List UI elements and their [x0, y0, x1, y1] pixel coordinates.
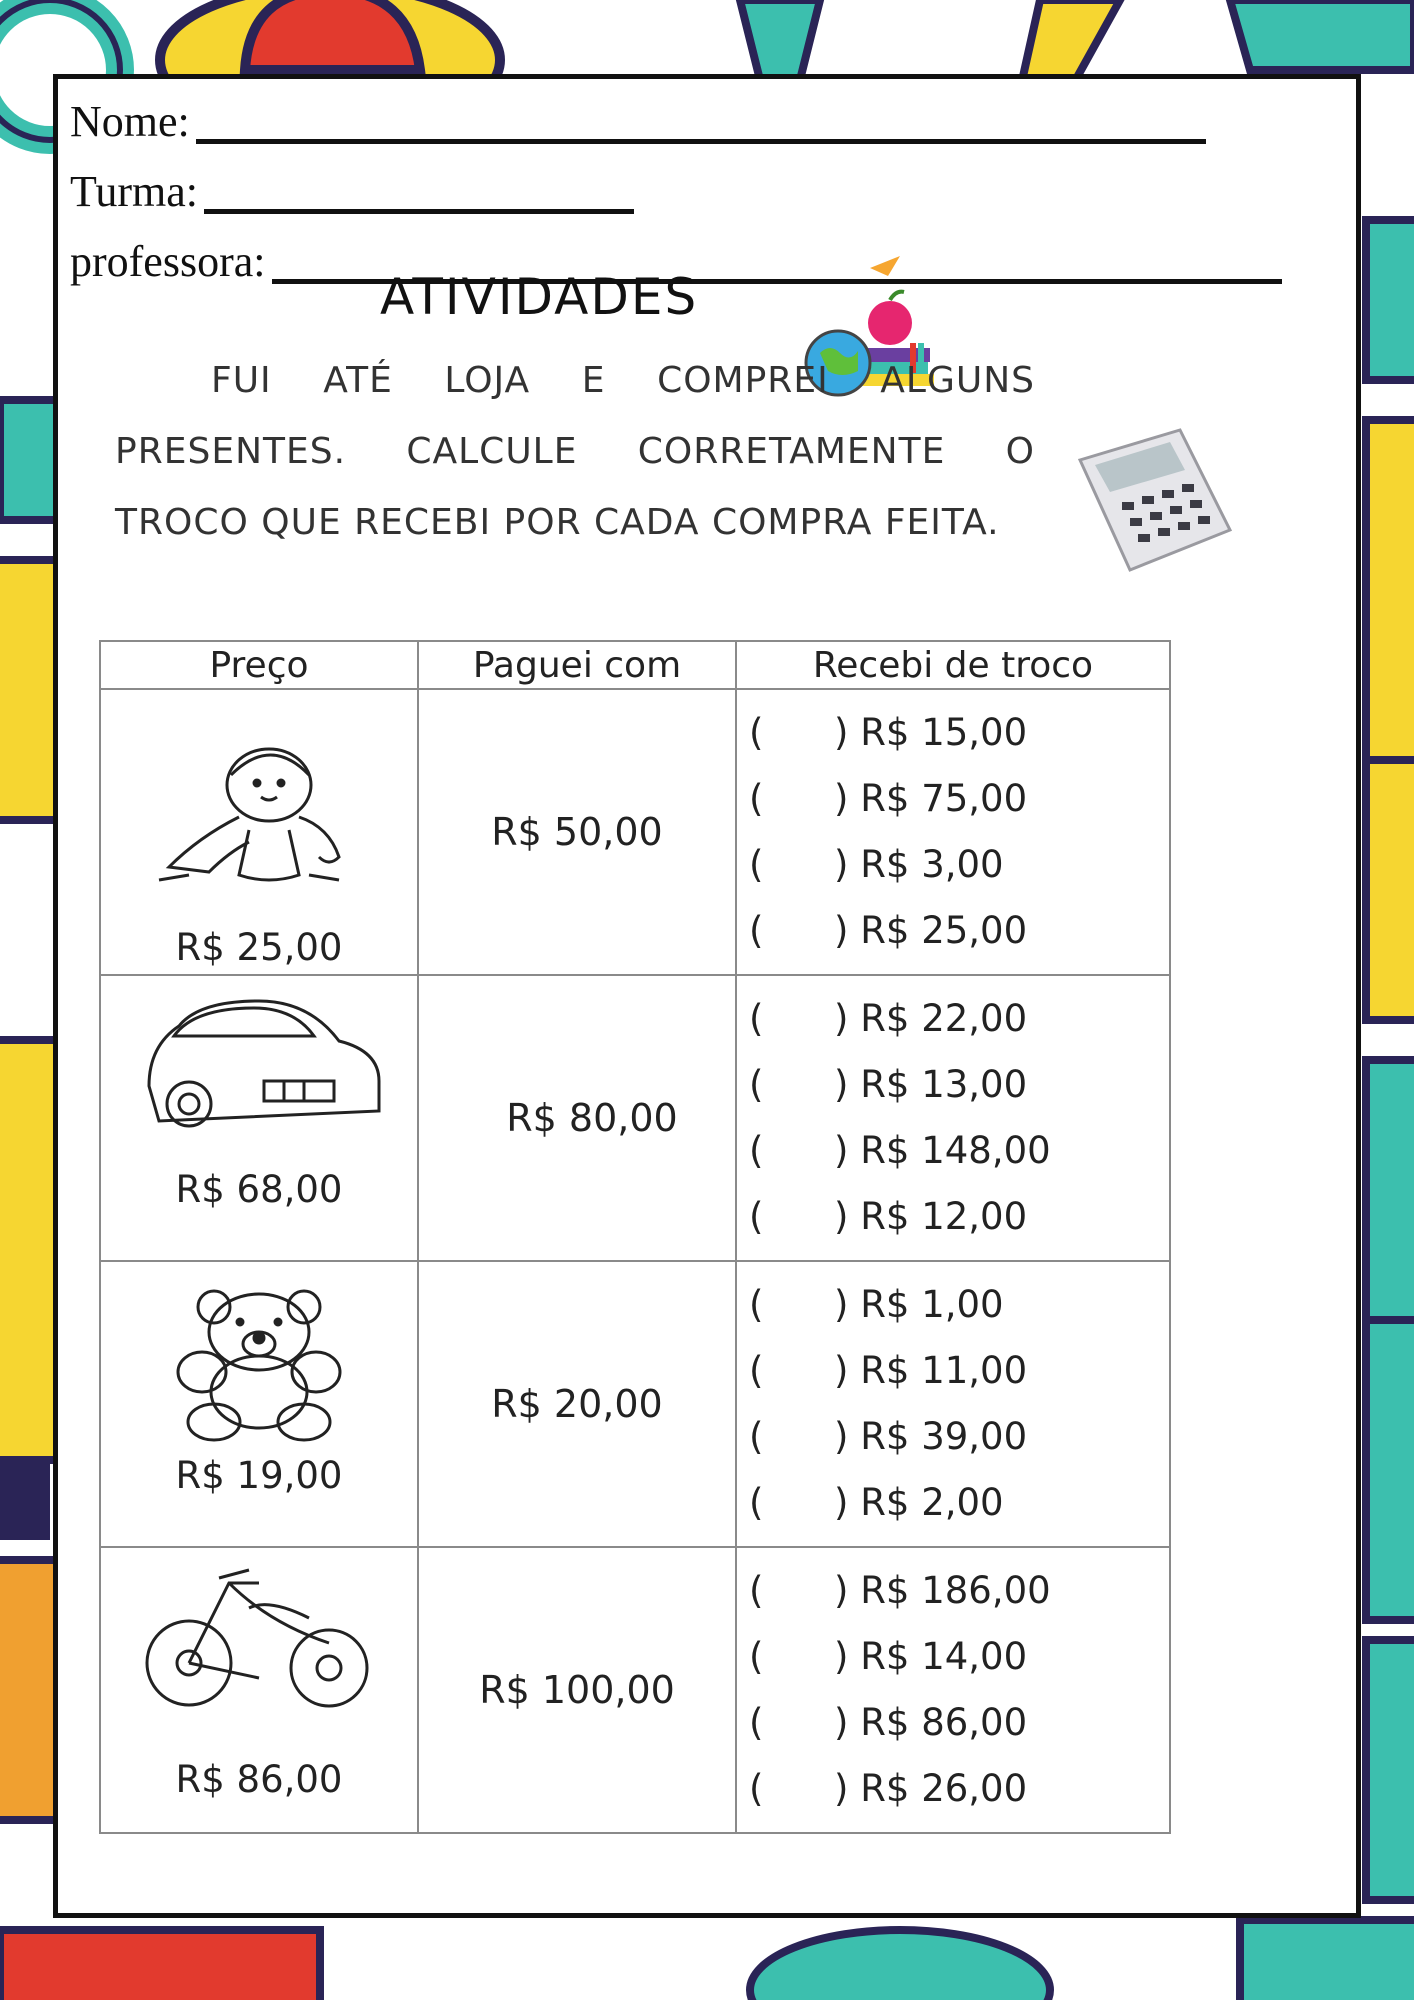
- change-option[interactable]: ( ) R$ 148,00: [749, 1129, 1051, 1172]
- name-field-label: Nome:: [70, 97, 190, 146]
- change-option[interactable]: ( ) R$ 39,00: [749, 1415, 1028, 1458]
- change-option[interactable]: ( ) R$ 22,00: [749, 997, 1028, 1040]
- change-option[interactable]: ( ) R$ 25,00: [749, 909, 1028, 952]
- change-options: [736, 975, 1170, 1261]
- table-row: [100, 689, 1170, 975]
- teacher-field-label: professora:: [70, 237, 266, 286]
- name-field-line[interactable]: [196, 103, 1206, 144]
- change-options: [736, 1547, 1170, 1833]
- item-price: R$ 25,00: [175, 926, 343, 969]
- change-options: [736, 1261, 1170, 1547]
- change-option[interactable]: ( ) R$ 2,00: [749, 1481, 1004, 1524]
- change-option[interactable]: ( ) R$ 13,00: [749, 1063, 1028, 1106]
- car-icon: [134, 986, 384, 1146]
- class-field-label: Turma:: [70, 167, 198, 216]
- class-field-line[interactable]: [204, 173, 634, 214]
- change-option[interactable]: ( ) R$ 11,00: [749, 1349, 1028, 1392]
- item-price: R$ 19,00: [175, 1454, 343, 1497]
- teddy-bear-icon: [174, 1282, 344, 1442]
- change-option[interactable]: ( ) R$ 1,00: [749, 1283, 1004, 1326]
- class-field[interactable]: [70, 167, 634, 216]
- change-option[interactable]: ( ) R$ 3,00: [749, 843, 1004, 886]
- item-price: R$ 68,00: [175, 1168, 343, 1211]
- price-cell: [100, 689, 418, 975]
- price-cell: [100, 1547, 418, 1833]
- item-price: R$ 86,00: [175, 1758, 343, 1801]
- change-option[interactable]: ( ) R$ 15,00: [749, 711, 1028, 754]
- header-paid: Paguei com: [418, 641, 736, 689]
- table-header-row: [100, 641, 1170, 689]
- page-title: ATIVIDADES: [380, 268, 699, 326]
- doll-icon: [149, 735, 369, 895]
- table-row: [100, 975, 1170, 1261]
- change-option[interactable]: ( ) R$ 86,00: [749, 1701, 1028, 1744]
- change-option[interactable]: ( ) R$ 75,00: [749, 777, 1028, 820]
- header-change: Recebi de troco: [736, 641, 1170, 689]
- purchase-table: [99, 640, 1171, 1834]
- change-option[interactable]: ( ) R$ 186,00: [749, 1569, 1051, 1612]
- paid-amount: R$ 50,00: [418, 689, 736, 975]
- paid-amount: R$ 100,00: [418, 1547, 736, 1833]
- tricycle-icon: [129, 1553, 389, 1723]
- table-row: [100, 1261, 1170, 1547]
- instructions-text: FUI ATÉ LOJA E COMPREI ALGUNS PRESENTES. CALCULE CORRETAMENTE O TROCO QUE RECEBI POR CADA COMPRA FEITA.: [115, 360, 1035, 543]
- calculator-icon: [1050, 420, 1240, 600]
- price-cell: [100, 1261, 418, 1547]
- header-price: Preço: [100, 641, 418, 689]
- table-row: [100, 1547, 1170, 1833]
- change-option[interactable]: ( ) R$ 26,00: [749, 1767, 1028, 1810]
- paid-amount: R$ 20,00: [418, 1261, 736, 1547]
- name-field[interactable]: [70, 97, 1206, 146]
- change-option[interactable]: ( ) R$ 12,00: [749, 1195, 1028, 1238]
- change-options: [736, 689, 1170, 975]
- price-cell: [100, 975, 418, 1261]
- change-option[interactable]: ( ) R$ 14,00: [749, 1635, 1028, 1678]
- paid-amount: R$ 80,00: [418, 975, 736, 1261]
